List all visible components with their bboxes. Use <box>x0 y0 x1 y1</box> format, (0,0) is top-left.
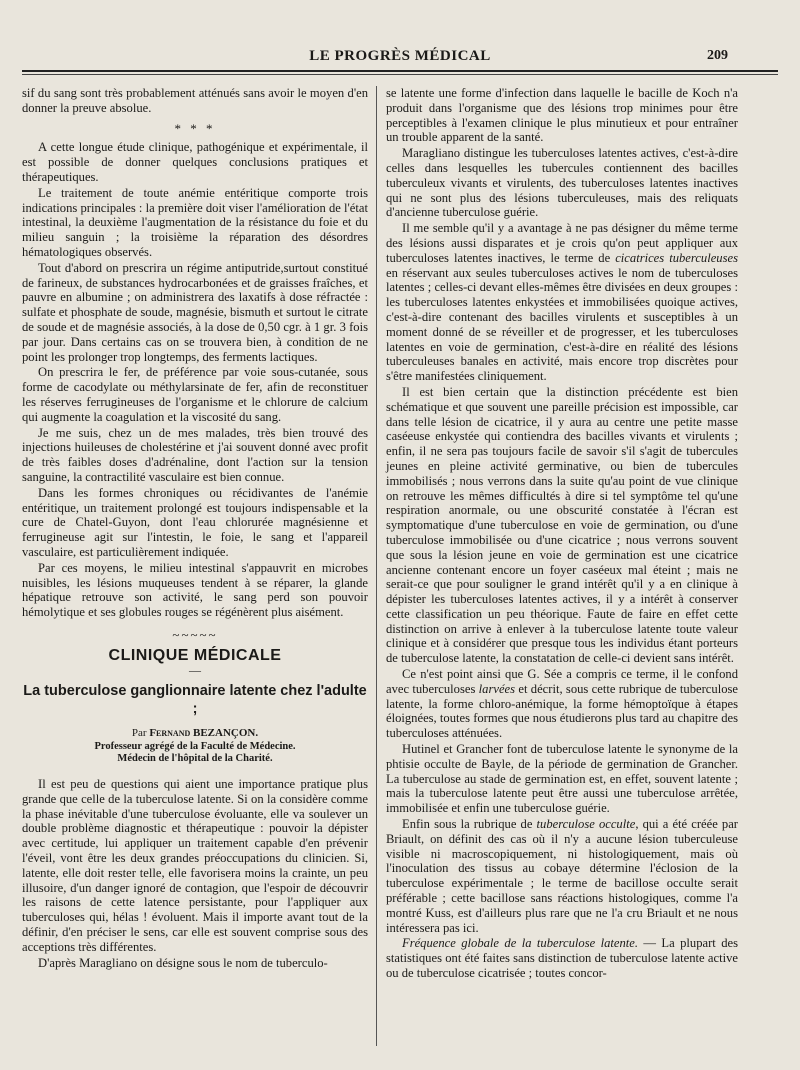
paragraph: Il est peu de questions qui aient une importance pratique plus grande que celle de la tuberculose latente. Si on la considère comme la phase inévitable d'une tuberculose évoluante, elle va soulever un double problème diagnostic et thérapeutique : pouvoir la dépister avec certitude, lui appliquer un traitement capable d'en prévenir l'éveil, vont être les deux grandes préoccupations du clinicien. Si, latente, elle doit rester telle, elle favorisera moins la crainte, un peu illusoire, d'un danger ignoré de contagion, que l'espoir de découvrir les raisons de cette latence persistante, pour l'appliquer aux tuberculoses qui, hélas ! évoluent. Mais il importe avant tout de la définir, d'en préciser le sens, car elle est souvent comprise sous des acceptions très différentes. <box>22 777 368 954</box>
paragraph: A cette longue étude clinique, pathogénique et expérimentale, il est possible de donner quelques conclusions pratiques et thérapeutiques. <box>22 140 368 184</box>
journal-title: LE PROGRÈS MÉDICAL <box>309 48 491 64</box>
article-title: La tuberculose ganglionnaire latente chez l'adulte ; <box>23 683 367 718</box>
right-column <box>386 86 738 982</box>
left-column <box>22 86 368 971</box>
author-affiliation: Professeur agrégé de la Faculté de Médecine. <box>94 741 296 753</box>
paragraph: Par ces moyens, le milieu intestinal s'appauvrit en microbes nuisibles, les lésions muqueuses tendent à se réparer, la glande hépatique retrouve son activité, le sang perd son pouvoir hémolytique et ses globules rouges se régénèrent plus aisément. <box>22 560 368 620</box>
paragraph: Je me suis, chez un de mes malades, très bien trouvé des injections huileuses de cholestérine et j'ai souvent donné avec profit de très faibles doses d'adrénaline, dont l'action sur la tension sanguine, la contractilité vasculaire est bien connue. <box>22 425 368 484</box>
italic-term: larvées <box>478 681 516 696</box>
italic-term: cicatrices tuberculeuses <box>615 250 738 265</box>
paragraph: Il est bien certain que la distinction précédente est bien schématique et que souvent une pareille précision est impossible, car dans telle lésion de cicatrice, il y aura au centre une petite masse caséeuse enkystée qui contiendra des bacilles vivants et virulents ; enfin, il ne sera pas toujours facile de savoir s'il s'agit de tubercules jeunes en pleine activité germinative, ou bien de tubercules immobilisés ; nous verrons dans la suite qu'au point de vue clinique on retrouve les mêmes difficultés à dire si tel symptôme tel qu'une respiration anormale, ou une obscurité constatée à l'écran est symptomatique d'une tuberculose en voie de germination, ou d'une tuberculose immobilisée ou d'une cicatrice ; nous verrons souvent que sous la lésion jeune en voie de germination est une cicatrice ancienne contenant encore un foyer caséeux mal éteint ; mais ne serait-ce que pour souligner le grand intérêt qu'il y a en clinique à dépister les tuberculoses latentes actives, il y a intérêt à conserver cette classification un peu théorique. Faute de faire en effet cette distinction on arrive à enlever à la tuberculose latente toute valeur clinique et à considérer que presque tous les individus étant porteurs de tuberculose latente, la constatation de celle-ci devient sans intérêt. <box>386 384 738 666</box>
header-rule-thin <box>22 74 778 75</box>
paragraph: Tout d'abord on prescrira un régime antiputride,surtout constitué de farineux, de substances hydrocarbonées et de graisses fraîches, et pauvre en albumine ; on administrera des laxatifs à dose réfractée : sulfate et phosphate de soude, magnésie, bismuth et surtout le citrate de soude et de magnésie associés, à la dose de 0,50 cgr. à 1 gr. 3 fois par jour. Dans certains cas on se trouvera bien, à condition de ne point les prolonger trop longtemps, des ferments lactiques. <box>22 260 368 364</box>
section-dash: — <box>189 663 201 678</box>
page-number: 209 <box>707 48 728 63</box>
paragraph: Il me semble qu'il y a avantage à ne pas désigner du même terme des lésions aussi disparates et je crois qu'on peut appliquer aux tuberculoses latentes inactives, le terme de cicatrices tuberculeuses en réservant aux seules tuberculoses actives le nom de tuberculoses latentes ; celles-ci devant elles-mêmes être divisées en deux groupes : les tuberculoses latentes enkystées et immobilisées quoique actives, c'est-à-dire contenant des bacilles virulents et susceptibles à un moment donné de se réveiller et de progresser, et les tuberculoses latentes en voie de germination, c'est-à-dire en réalité des lésions tuberculeuses banales en activité, mais encore trop discrètes pour s'être manifestées cliniquement. <box>386 221 738 384</box>
paragraph: Fréquence globale de la tuberculose latente. — La plupart des statistiques ont été faites sans distinction de tuberculose latente active ou de tuberculose cicatrisée ; toutes concor- <box>386 936 738 981</box>
italic-term: tuberculose occulte <box>536 817 636 832</box>
paragraph: On prescrira le fer, de préférence par voie sous-cutanée, sous forme de cacodylate ou méthylarsinate de fer, afin de reconstituer les réserves ferrugineuses de l'organisme et le chlorure de calcium qui augmente la coagulation et la viscosité du sang. <box>22 365 368 424</box>
column-divider <box>376 86 377 1046</box>
paragraph: sif du sang sont très probablement atténués sans avoir le moyen d'en donner la preuve absolue. <box>22 86 368 115</box>
author-affiliation: Médecin de l'hôpital de la Charité. <box>117 753 273 765</box>
ornament-divider: ~~~~~ <box>172 626 218 642</box>
running-header <box>0 48 800 70</box>
paragraph: Ce n'est point ainsi que G. Sée a compris ce terme, il le confond avec tuberculoses larvées et décrit, sous cette rubrique de tuberculose latente, la forme chloro-anémique, la forme hémoptoïque à étapes éloignées, toutes formes que nous étudierons plus tard au chapitre des tuberculoses atténuées. <box>386 667 738 741</box>
asterism: * * * <box>174 120 216 136</box>
header-rule <box>22 70 778 72</box>
subheading-italic: Fréquence globale de la tuberculose latente. <box>402 936 639 951</box>
author-name: Fernand BEZANÇON. <box>149 727 259 740</box>
author-line <box>22 726 368 741</box>
paragraph: Dans les formes chroniques ou récidivantes de l'anémie entéritique, un traitement prolongé est toujours indispensable et la cure de Chatel-Guyon, dont l'eau chlorurée magnésienne et ferrugineuse agit sur l'intestin, le foie, le sang et l'appareil vasculaire, est particulièrement indiquée. <box>22 485 368 559</box>
paragraph: se latente une forme d'infection dans laquelle le bacille de Koch n'a produit dans l'organisme que des lésions trop minimes pour être perceptibles à l'examen clinique le plus minutieux et pour entraîner un trouble apparent de la santé. <box>386 86 738 145</box>
author-prefix: Par <box>131 727 150 740</box>
paragraph: Hutinel et Grancher font de tuberculose latente le synonyme de la phtisie occulte de Bayle, de la période de germination de Grancher. La tuberculose au stade de germination est, en effet, souvent latente ; mais la tuberculose latente peut être aussi une tuberculose arrêtée, immobilisée et enfin une tuberculose guérie. <box>386 742 738 816</box>
section-title: CLINIQUE MÉDICALE <box>108 646 282 664</box>
paragraph: D'après Maragliano on désigne sous le nom de tuberculo- <box>38 955 328 970</box>
paragraph: Enfin sous la rubrique de tuberculose occulte, qui a été créée par Briault, on définit des cas où il n'y a aucune lésion tuberculeuse visible ni macroscopiquement, ni histologiquement, mais où l'inoculation des tissus au cobaye détermine l'éclosion de la tuberculose expérimentale ; le terme de bacillose occulte serait préférable ; cette bacillose sans réactions histologiques, comme l'a montré Kuss, est d'ailleurs plus rare que ne l'a cru Briault et ne nous intéressera pas ici. <box>386 817 738 935</box>
paragraph: Maragliano distingue les tuberculoses latentes actives, c'est-à-dire celles dans lesquelles les tubercules contiennent des bacilles tuberculeux vivants et virulents, des tuberculoses latentes inactives qui ne sont plus des lésions tuberculeuses, mais des reliquats d'ancienne tuberculose guérie. <box>386 146 738 220</box>
paragraph: Le traitement de toute anémie entéritique comporte trois indications principales : la première doit viser l'amélioration de l'état intestinal, la deuxième l'augmentation de la résistance du foie et du milieu sanguin ; la troisième la réparation des désordres hématologiques observés. <box>22 185 368 259</box>
